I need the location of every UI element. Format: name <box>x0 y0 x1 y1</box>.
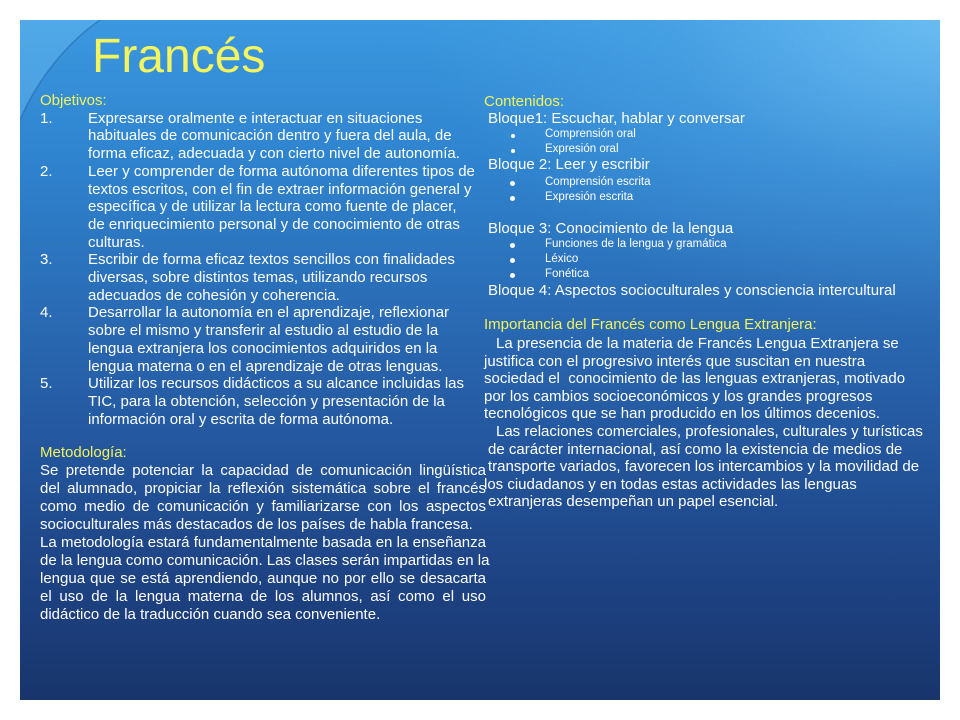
objetivo-number: 3. <box>40 251 53 269</box>
text-line: La presencia de la materia de Francés Lengua Extranjera se <box>496 335 899 352</box>
objetivo-item-3 <box>40 251 486 304</box>
bloque-1-title: Bloque1: Escuchar, hablar y conversar <box>488 110 745 127</box>
objetivo-text <box>88 251 455 304</box>
text-line: Utilizar los recursos didácticos a su alcance incluidas las <box>88 375 464 393</box>
slide-background <box>20 20 940 700</box>
text-line: información oral y escrita de forma autónoma. <box>88 410 394 428</box>
contenidos-heading: Contenidos: <box>484 93 565 110</box>
metodologia-paragraph-2 <box>40 534 490 624</box>
slide-title: Francés <box>92 30 266 83</box>
text-line: Las relaciones comerciales, profesionales, culturales y turísticas <box>496 422 923 440</box>
text-line: justifica con el progresivo interés que suscitan en nuestra <box>484 352 866 370</box>
objetivo-text <box>88 163 475 252</box>
text-line: didáctico de la traducción cuando sea conveniente. <box>40 606 381 623</box>
right-column <box>484 93 936 511</box>
text-line: Expresarse oralmente e interactuar en situaciones <box>88 109 423 127</box>
objetivo-text <box>88 110 460 163</box>
list-item: Comprensión escrita <box>545 175 936 190</box>
objetivo-number: 4. <box>40 304 53 322</box>
importancia-heading: Importancia del Francés como Lengua Extranjera: <box>484 316 817 333</box>
objetivo-number: 2. <box>40 162 53 180</box>
bloque-1-list <box>484 127 936 157</box>
bloque-3-list <box>484 237 936 282</box>
objetivo-number: 1. <box>40 109 53 127</box>
text-line: los ciudadanos y en todas estas actividades las lenguas <box>484 475 857 493</box>
metodologia-heading: Metodología: <box>40 444 127 461</box>
bloque-2-title: Bloque 2: Leer y escribir <box>488 156 650 173</box>
text-line: socioculturales más destacados de los países de habla francesa. <box>40 516 473 533</box>
text-line: Escribir de forma eficaz textos sencillos con finalidades <box>88 251 455 269</box>
text-line: el uso de la lengua materna de los alumnos, así como el uso <box>40 588 486 605</box>
text-line: Desarrollar la autonomía en el aprendizaje, reflexionar <box>88 304 450 322</box>
text-line: de carácter internacional, así como la existencia de medios de <box>488 440 903 458</box>
objetivo-item-2 <box>40 163 486 252</box>
text-line: lengua extranjera los conocimientos adquiridos en la <box>88 339 438 357</box>
text-line: textos escritos, con el fin de extraer información general y <box>88 180 472 198</box>
text-line: como medio de comunicación y familiarizarse con los aspectos <box>40 498 486 515</box>
text-line: diversas, sobre distintos temas, utilizando recursos <box>88 269 428 287</box>
text-line: específica y de utilizar la lectura como fuente de placer, <box>88 198 457 216</box>
objetivos-section <box>40 92 486 428</box>
text-line: La metodología estará fundamentalmente basada en la enseñanza <box>40 534 486 551</box>
bloque-4-title: Bloque 4: Aspectos socioculturales y consciencia intercultural <box>488 282 896 299</box>
objetivos-heading: Objetivos: <box>40 92 107 109</box>
text-line: de la lengua como comunicación. Las clases serán impartidas en la <box>40 552 490 569</box>
text-line: extranjeras desempeñan un papel esencial. <box>488 493 779 511</box>
metodologia-section <box>40 444 490 624</box>
metodologia-paragraph-1 <box>40 462 486 534</box>
bloque-2-list <box>484 175 936 205</box>
bloque-3-title: Bloque 3: Conocimiento de la lengua <box>488 220 734 237</box>
text-line: por los cambios socioeconómicos y los grandes progresos <box>484 387 873 405</box>
text-line: forma eficaz, adecuada y con cierto nivel de autonomía. <box>88 145 460 163</box>
objetivo-text <box>88 304 449 375</box>
importancia-text <box>484 335 936 511</box>
list-item: Expresión oral <box>545 142 936 157</box>
text-line: Se pretende potenciar la capacidad de comunicación lingüística <box>40 462 486 479</box>
objetivo-number: 5. <box>40 375 53 393</box>
objetivo-text <box>88 375 464 428</box>
text-line: tecnológicos que se han producido en los últimos decenios. <box>484 405 881 423</box>
list-item: Expresión escrita <box>545 190 936 205</box>
text-line: habituales de comunicación dentro y fuera del aula, de <box>88 127 452 145</box>
text-line: transporte variados, favorecen los intercambios y la movilidad de <box>488 458 920 476</box>
list-item: Léxico <box>545 252 936 267</box>
objetivo-item-4 <box>40 304 486 375</box>
list-item: Comprensión oral <box>545 127 936 142</box>
text-line: TIC, para la obtención, selección y presentación de la <box>88 392 445 410</box>
list-item: Funciones de la lengua y gramática <box>545 237 936 252</box>
text-line: culturas. <box>88 233 145 251</box>
text-line: de enriquecimiento personal y de conocimiento de otras <box>88 215 460 233</box>
text-line: lengua que se está aprendiendo, aunque no por ello se desacarta <box>40 570 486 587</box>
text-line: sociedad el conocimiento de las lenguas extranjeras, motivado <box>484 370 906 388</box>
objetivo-item-1 <box>40 110 486 163</box>
text-line: del alumnado, propiciar la reflexión sistemática sobre el francés <box>40 480 486 497</box>
text-line: adecuados de cohesión y coherencia. <box>88 286 340 304</box>
objetivo-item-5 <box>40 375 486 428</box>
text-line: sobre el mismo y transferir al estudio al estudio de la <box>88 322 439 340</box>
list-item: Fonética <box>545 267 936 282</box>
text-line: Leer y comprender de forma autónoma diferentes tipos de <box>88 162 475 180</box>
text-line: lengua materna o en el aprendizaje de otras lenguas. <box>88 357 443 375</box>
